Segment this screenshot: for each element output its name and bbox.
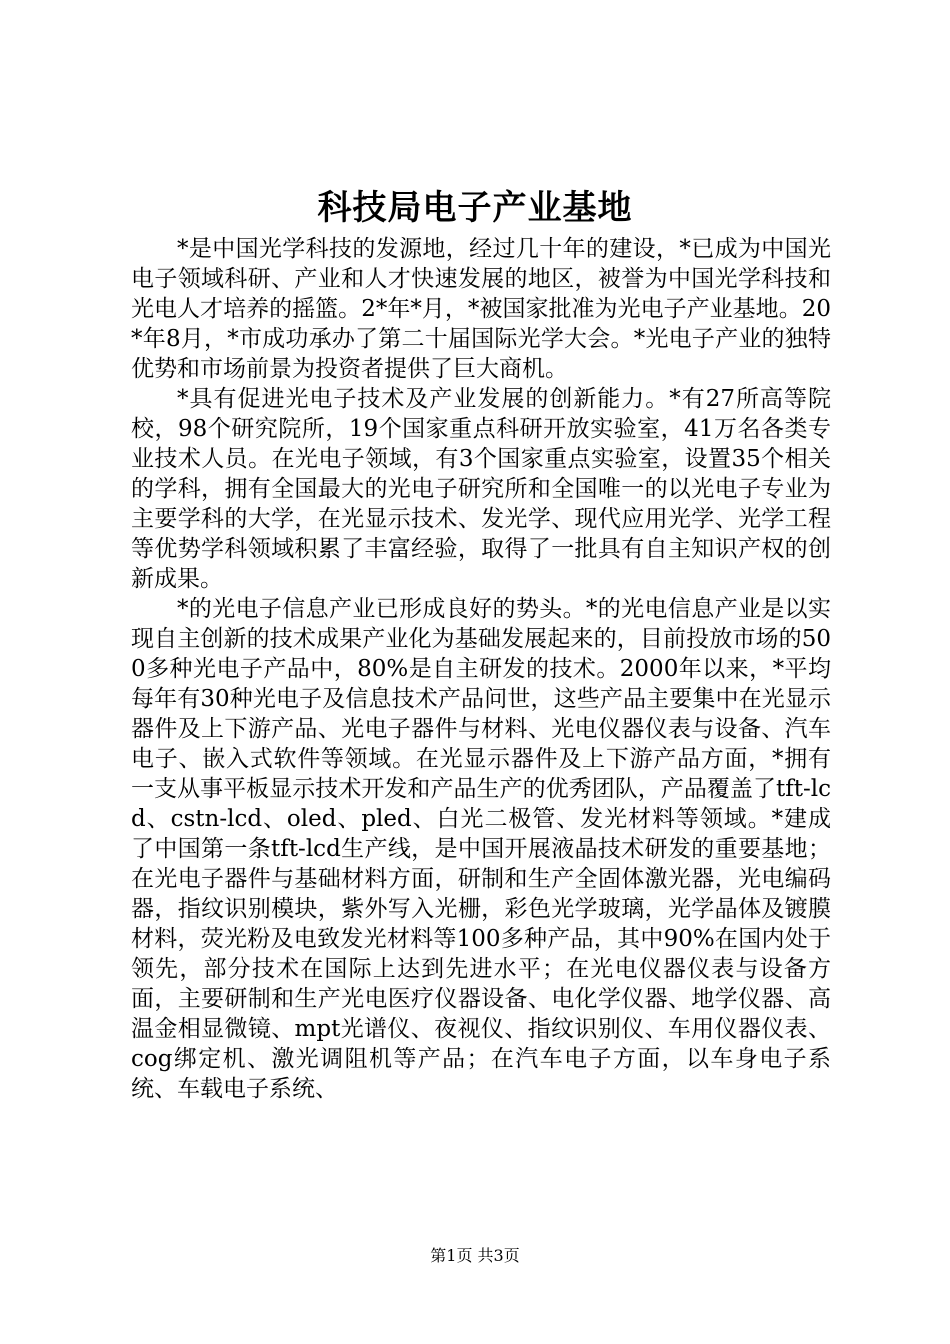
document-title: 科技局电子产业基地 (317, 188, 633, 228)
paragraph-intro: *是中国光学科技的发源地，经过几十年的建设，*已成为中国光电子领域科研、产业和人才快速发展的地区，被誉为中国光学科技和光电人才培养的摇篮。2*年*月，*被国家批准为光电子产业基地。20*年8月，*市成功承办了第二十届国际光学大会。*光电子产业的独特优势和市场前景为投资者提供了巨大商机。 (131, 236, 831, 382)
document-body (131, 234, 831, 1104)
paragraph-industry: *的光电子信息产业已形成良好的势头。*的光电信息产业是以实现自主创新的技术成果产业化为基础发展起来的，目前投放市场的500多种光电子产品中，80%是自主研发的技术。2000年以来，*平均每年有30种光电子及信息技术产品问世，这些产品主要集中在光显示器件及上下游产品、光电子器件与材料、光电仪器仪表与设备、汽车电子、嵌入式软件等领域。在光显示器件及上下游产品方面，*拥有一支从事平板显示技术开发和产品生产的优秀团队，产品覆盖了tft-lcd、cstn-lcd、oled、pled、白光二极管、发光材料等领域。*建成了中国第一条tft-lcd生产线，是中国开展液晶技术研发的重要基地；在光电子器件与基础材料方面，研制和生产全固体激光器，光电编码器，指纹识别模块，紫外写入光栅，彩色光学玻璃，光学晶体及镀膜材料，荧光粉及电致发光材料等100多种产品，其中90%在国内处于领先，部分技术在国际上达到先进水平；在光电仪器仪表与设备方面，主要研制和生产光电医疗仪器设备、电化学仪器、地学仪器、高温金相显微镜、mpt光谱仪、夜视仪、指纹识别仪、车用仪器仪表、cog绑定机、激光调阻机等产品；在汽车电子方面，以车身电子系统、车载电子系统、 (131, 596, 831, 1102)
paragraph-innovation: *具有促进光电子技术及产业发展的创新能力。*有27所高等院校，98个研究院所，19个国家重点科研开放实验室，41万名各类专业技术人员。在光电子领域，有3个国家重点实验室，设置35个相关的学科，拥有全国最大的光电子研究所和全国唯一的以光电子专业为主要学科的大学，在光显示技术、发光学、现代应用光学、光学工程等优势学科领域积累了丰富经验，取得了一批具有自主知识产权的创新成果。 (131, 386, 831, 592)
page-footer: 第1页 共3页 (430, 1246, 520, 1265)
